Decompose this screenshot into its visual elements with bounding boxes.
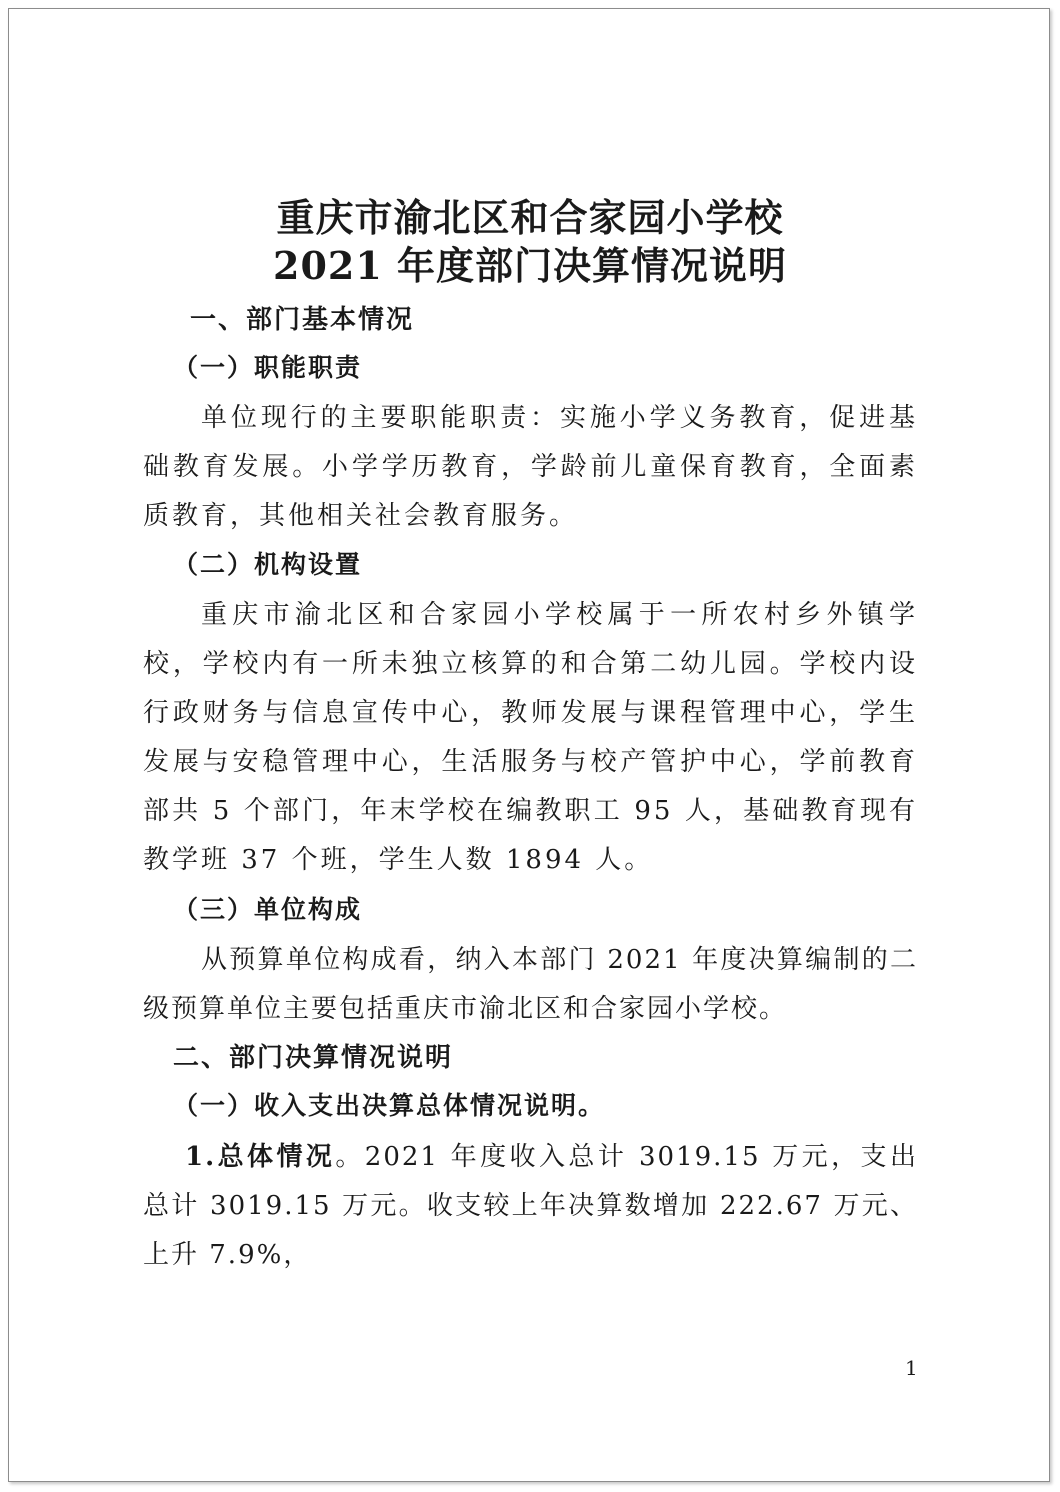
subheading-organization: （二）机构设置 xyxy=(173,550,363,579)
page-number: 1 xyxy=(905,1356,918,1380)
section-heading-final-accounts: 二、部门决算情况说明 xyxy=(173,1043,454,1073)
paragraph-overall-text: 。2021 年度收入总计 3019.15 万元，支出总计 3019.15 万元。收支较上年决算数增加 222.67 万元、 上升 7.9%， xyxy=(143,1142,918,1270)
paragraph-duties: 单位现行的主要职能职责：实施小学义务教育，促进基础教育发展。小学学历教育，学龄前儿童保育教育，全面素质教育，其他相关社会教育服务。 xyxy=(143,403,918,531)
subheading-unit-composition: （三）单位构成 xyxy=(173,895,363,924)
subheading-duties: （一）职能职责 xyxy=(173,353,363,382)
paragraph-organization: 重庆市渝北区和合家园小学校属于一所农村乡外镇学校，学校内有一所未独立核算的和合第二幼儿园。学校内设行政财务与信息宣传中心，教师发展与课程管理中心，学生发展与安稳管理中心，生活服务与校产管护中心，学前教育部共 5 个部门，年末学校在编教职工 95 人，基础教育现有教学班 37 个班，学生人数 1894 人。 xyxy=(143,600,918,875)
paragraph-overall-situation xyxy=(143,1133,918,1280)
paragraph-lead-label: 1.总体情况 xyxy=(185,1142,336,1172)
document-title-line2: 2021 年度部门决算情况说明 xyxy=(273,243,787,288)
section-heading-basic-info: 一、部门基本情况 xyxy=(190,305,415,335)
paragraph-unit-composition: 从预算单位构成看，纳入本部门 2021 年度决算编制的二级预算单位主要包括重庆市渝北区和合家园小学校。 xyxy=(143,945,918,1024)
subheading-income-expenditure: （一）收入支出决算总体情况说明。 xyxy=(173,1091,606,1120)
document-title-line1: 重庆市渝北区和合家园小学校 xyxy=(276,195,784,240)
